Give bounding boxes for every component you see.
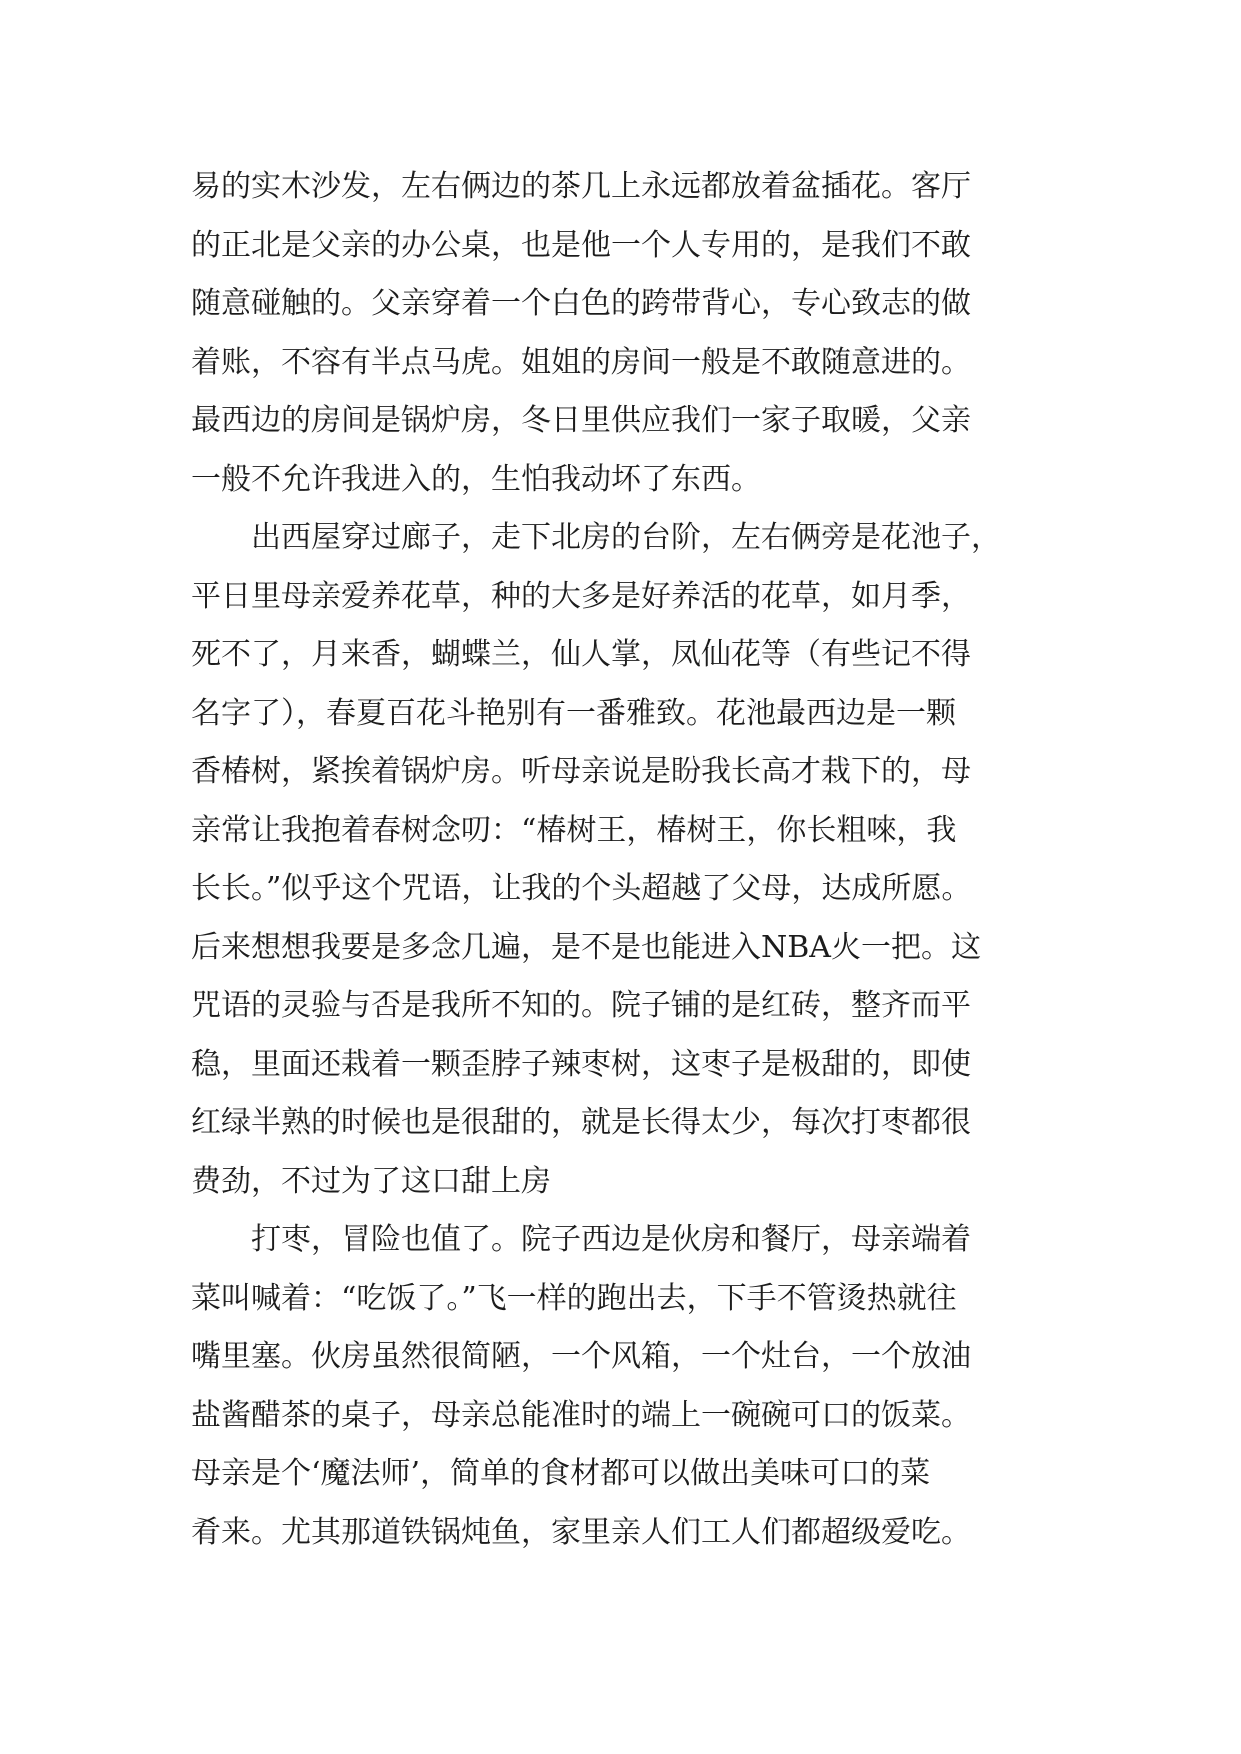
text-line: 嘴里塞。伙房虽然很简陋，一个风箱，一个灶台，一个放油 [191,1339,971,1374]
text-line: 长长。”似乎这个咒语，让我的个头超越了父母，达成所愿。 [191,871,972,906]
text-line: 香椿树，紧挨着锅炉房。听母亲说是盼我长高才栽下的，母 [191,754,971,789]
text-line: 盐酱醋茶的桌子，母亲总能准时的端上一碗碗可口的饭菜。 [191,1397,971,1433]
text-line: 最西边的房间是锅炉房，冬日里供应我们一家子取暖，父亲 [191,403,971,438]
text-line: 名字了），春夏百花斗艳别有一番雅致。花池最西边是一颗 [191,695,956,731]
text-line: 母亲是个‘魔法师’，简单的食材都可以做出美味可口的菜 [191,1456,931,1491]
text-line: 死不了，月来香，蝴蝶兰，仙人掌，凤仙花等（有些记不得 [191,637,971,672]
text-line: 的正北是父亲的办公桌，也是他一个人专用的，是我们不敢 [191,227,971,263]
text-line: 亲常让我抱着春树念叨：“椿树王，椿树王，你长粗唻，我 [191,812,957,848]
text-line: 着账，不容有半点马虎。姐姐的房间一般是不敢随意进的。 [191,344,971,380]
text-line: 随意碰触的。父亲穿着一个白色的跨带背心，专心致志的做 [191,286,971,321]
text-line: 菜叫喊着：“吃饭了。”飞一样的跑出去，下手不管烫热就往 [191,1280,957,1316]
text-line: 平日里母亲爱养花草，种的大多是好养活的花草，如月季， [191,578,971,614]
text-line: 打枣，冒险也值了。院子西边是伙房和餐厅，母亲端着 [191,1222,971,1257]
text-line: 费劲，不过为了这口甜上房 [191,1163,551,1199]
text-line: 易的实木沙发，左右俩边的茶几上永远都放着盆插花。客厅 [191,169,971,204]
text-line: 咒语的灵验与否是我所不知的。院子铺的是红砖，整齐而平 [191,988,971,1023]
text-line: 肴来。尤其那道铁锅炖鱼，家里亲人们工人们都超级爱吃。 [191,1514,971,1550]
text-line: 出西屋穿过廊子，走下北房的台阶，左右俩旁是花池子， [191,520,1001,555]
text-line: 红绿半熟的时候也是很甜的，就是长得太少，每次打枣都很 [191,1105,971,1140]
text-line: 后来想想我要是多念几遍，是不是也能进入NBA火一把。这 [191,929,981,965]
text-line: 一般不允许我进入的，生怕我动坏了东西。 [191,461,761,497]
text-line: 稳，里面还栽着一颗歪脖子辣枣树，这枣子是极甜的，即使 [191,1046,971,1082]
body-text [191,158,1071,1562]
